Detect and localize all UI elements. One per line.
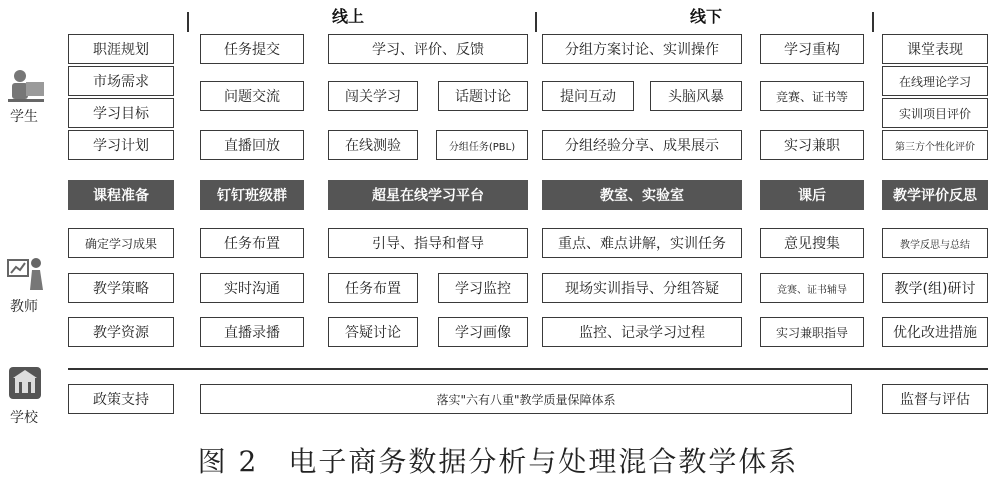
student-after-class-box: 学习重构 xyxy=(760,34,864,64)
student-platform-box: 学习、评价、反馈 xyxy=(328,34,528,64)
teacher-icon xyxy=(6,256,46,292)
school-policy-box: 政策支持 xyxy=(68,384,174,414)
student-evaluation-box: 在线理论学习 xyxy=(882,66,988,96)
student-evaluation-box: 实训项目评价 xyxy=(882,98,988,128)
teacher-platform-box: 学习监控 xyxy=(438,273,528,303)
bar-chaoxing-platform: 超星在线学习平台 xyxy=(328,180,528,210)
student-platform-box: 在线测验 xyxy=(328,130,418,160)
bar-dingtalk-group: 钉钉班级群 xyxy=(200,180,304,210)
teacher-classroom-box: 现场实训指导、分组答疑 xyxy=(542,273,742,303)
teacher-preparation-box: 教学策略 xyxy=(68,273,174,303)
student-platform-box: 分组任务(PBL) xyxy=(436,130,528,160)
divider-middle xyxy=(535,12,537,32)
bar-course-preparation: 课程准备 xyxy=(68,180,174,210)
student-platform-box: 话题讨论 xyxy=(438,81,528,111)
student-platform-box: 闯关学习 xyxy=(328,81,418,111)
student-evaluation-box: 课堂表现 xyxy=(882,34,988,64)
student-evaluation-box: 第三方个性化评价 xyxy=(882,130,988,160)
offline-header: 线下 xyxy=(690,7,723,26)
student-goal-box: 学习计划 xyxy=(68,130,174,160)
student-goal-box: 学习目标 xyxy=(68,98,174,128)
teacher-platform-box: 答疑讨论 xyxy=(328,317,418,347)
school-separator-line xyxy=(68,368,988,370)
teacher-preparation-box: 确定学习成果 xyxy=(68,228,174,258)
school-supervision-box: 监督与评估 xyxy=(882,384,988,414)
divider-start xyxy=(187,12,189,32)
student-icon xyxy=(6,68,46,104)
bar-after-class: 课后 xyxy=(760,180,864,210)
school-icon xyxy=(8,366,42,400)
role-label-student: 学生 xyxy=(10,109,38,125)
student-classroom-box: 头脑风暴 xyxy=(650,81,742,111)
student-after-class-box: 竞赛、证书等 xyxy=(760,81,864,111)
student-dingtalk-box: 任务提交 xyxy=(200,34,304,64)
teacher-after-class-box: 实习兼职指导 xyxy=(760,317,864,347)
teacher-reflection-box: 优化改进措施 xyxy=(882,317,988,347)
school-quality-system-box: 落实"六有八重"教学质量保障体系 xyxy=(200,384,852,414)
student-goal-box: 市场需求 xyxy=(68,66,174,96)
teacher-after-class-box: 意见搜集 xyxy=(760,228,864,258)
role-label-school: 学校 xyxy=(10,410,38,426)
student-dingtalk-box: 问题交流 xyxy=(200,81,304,111)
student-classroom-box: 分组经验分享、成果展示 xyxy=(542,130,742,160)
student-goal-box: 职涯规划 xyxy=(68,34,174,64)
online-header: 线上 xyxy=(332,7,365,26)
bar-classroom-lab: 教室、实验室 xyxy=(542,180,742,210)
teacher-after-class-box: 竞赛、证书辅导 xyxy=(760,273,864,303)
teacher-dingtalk-box: 直播录播 xyxy=(200,317,304,347)
teacher-classroom-box: 监控、记录学习过程 xyxy=(542,317,742,347)
teacher-dingtalk-box: 任务布置 xyxy=(200,228,304,258)
divider-end xyxy=(872,12,874,32)
student-after-class-box: 实习兼职 xyxy=(760,130,864,160)
figure-caption: 图 2 电子商务数据分析与处理混合教学体系 xyxy=(197,445,799,478)
teacher-dingtalk-box: 实时沟通 xyxy=(200,273,304,303)
teacher-reflection-box: 教学(组)研讨 xyxy=(882,273,988,303)
student-classroom-box: 提问互动 xyxy=(542,81,634,111)
student-classroom-box: 分组方案讨论、实训操作 xyxy=(542,34,742,64)
teacher-reflection-box: 教学反思与总结 xyxy=(882,228,988,258)
teacher-platform-box: 学习画像 xyxy=(438,317,528,347)
teacher-classroom-box: 重点、难点讲解，实训任务 xyxy=(542,228,742,258)
teacher-platform-box: 引导、指导和督导 xyxy=(328,228,528,258)
student-dingtalk-box: 直播回放 xyxy=(200,130,304,160)
teacher-platform-box: 任务布置 xyxy=(328,273,418,303)
bar-teaching-reflection: 教学评价反思 xyxy=(882,180,988,210)
role-label-teacher: 教师 xyxy=(10,299,38,315)
teacher-preparation-box: 教学资源 xyxy=(68,317,174,347)
